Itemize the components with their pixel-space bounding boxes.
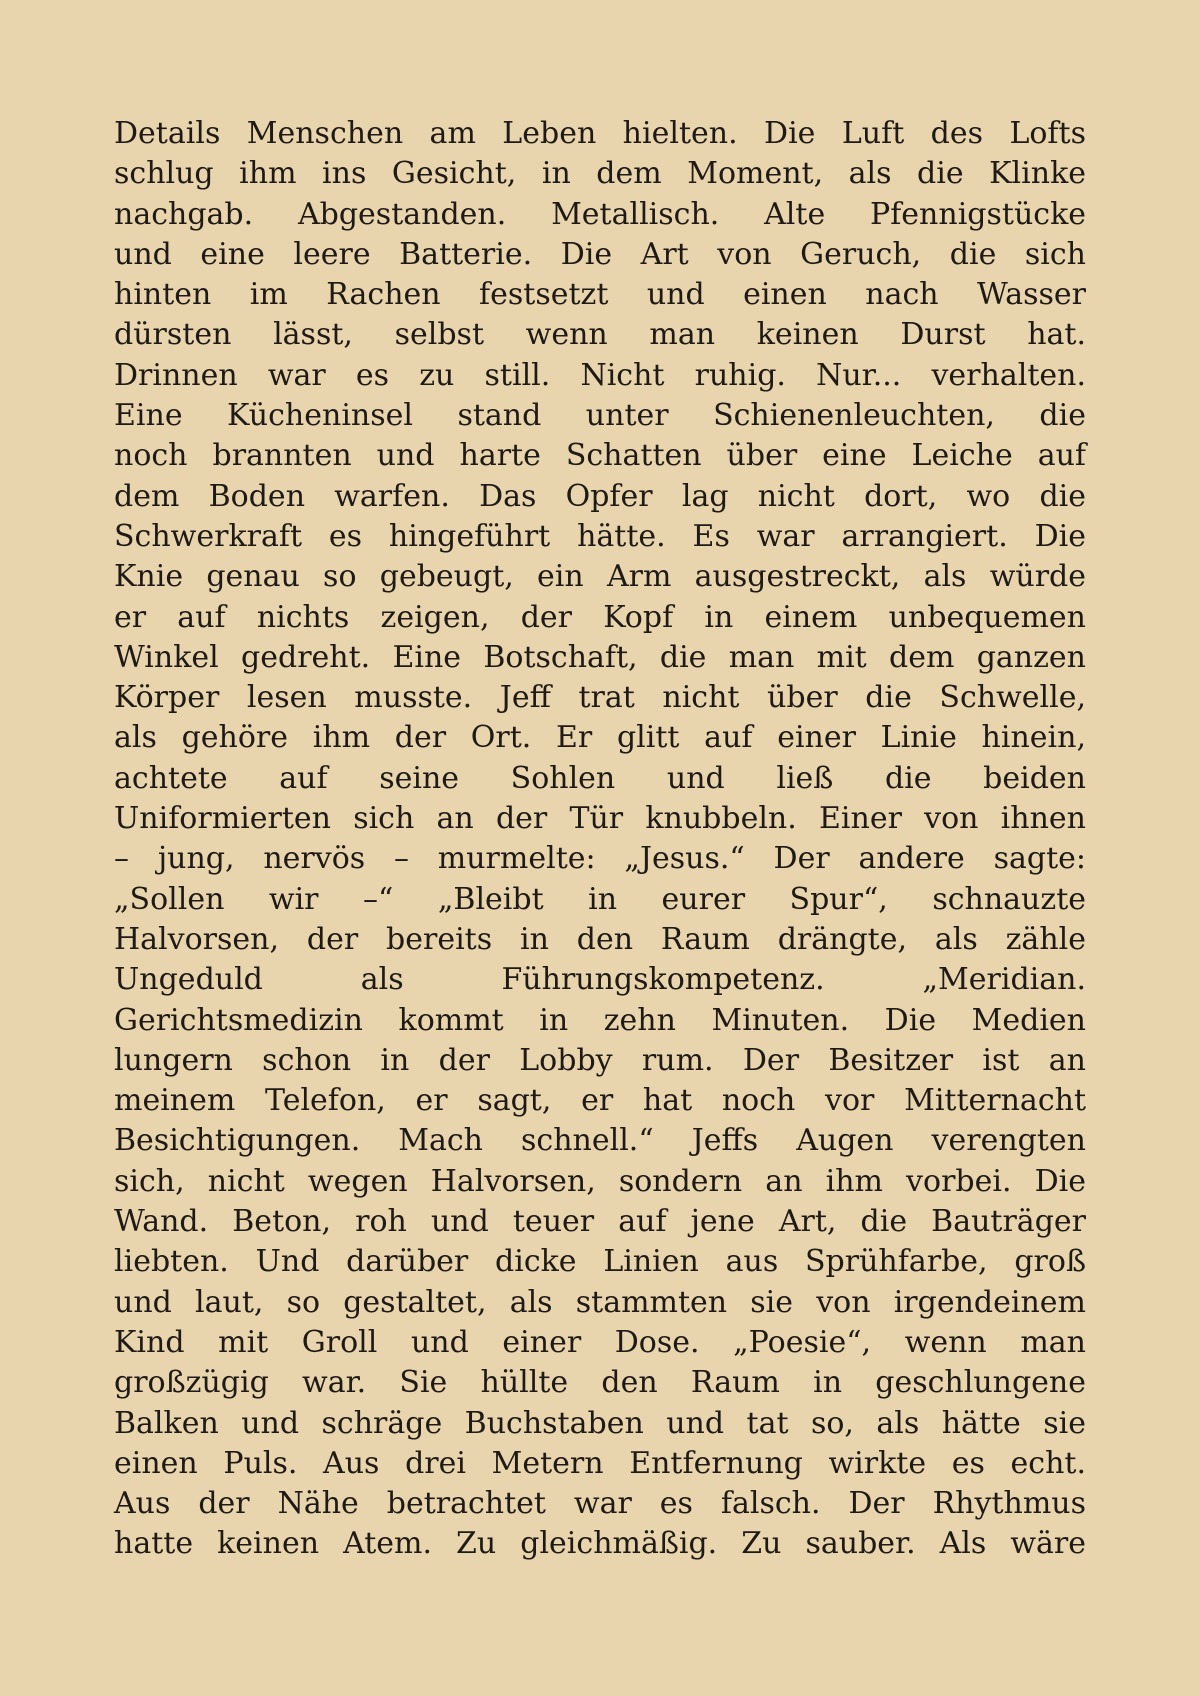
- text-line: sich, nicht wegen Halvorsen, sondern an ihm vorbei. Die: [114, 1163, 1086, 1199]
- text-line: Halvorsen, der bereits in den Raum drängte, als zähle: [114, 921, 1086, 957]
- text-line: Kind mit Groll und einer Dose. „Poesie“, wenn man: [114, 1324, 1086, 1360]
- text-line: Körper lesen musste. Jeff trat nicht über die Schwelle,: [114, 680, 1086, 716]
- text-line: nachgab. Abgestanden. Metallisch. Alte Pfennigstücke: [114, 196, 1086, 232]
- text-line: Drinnen war es zu still. Nicht ruhig. Nur... verhalten.: [114, 357, 1086, 393]
- text-line: Eine Kücheninsel stand unter Schienenleuchten, die: [114, 398, 1086, 434]
- text-line: Aus der Nähe betrachtet war es falsch. Der Rhythmus: [114, 1486, 1086, 1522]
- text-line: Gerichtsmedizin kommt in zehn Minuten. Die Medien: [114, 1002, 1086, 1038]
- text-line: dem Boden warfen. Das Opfer lag nicht dort, wo die: [114, 478, 1086, 514]
- body-text: [114, 114, 1086, 1565]
- text-line: Ungeduld als Führungskompetenz. „Meridian.: [114, 962, 1086, 998]
- text-line: und laut, so gestaltet, als stammten sie von irgendeinem: [114, 1284, 1086, 1320]
- text-line: großzügig war. Sie hüllte den Raum in geschlungene: [114, 1365, 1086, 1401]
- text-line: Balken und schräge Buchstaben und tat so, als hätte sie: [114, 1405, 1086, 1441]
- text-line: Knie genau so gebeugt, ein Arm ausgestreckt, als würde: [114, 559, 1086, 595]
- text-line: liebten. Und darüber dicke Linien aus Sprühfarbe, groß: [114, 1244, 1086, 1280]
- text-line: dürsten lässt, selbst wenn man keinen Durst hat.: [114, 317, 1086, 353]
- text-line: Wand. Beton, roh und teuer auf jene Art, die Bauträger: [114, 1204, 1086, 1240]
- text-line: noch brannten und harte Schatten über eine Leiche auf: [114, 438, 1086, 474]
- text-line: hatte keinen Atem. Zu gleichmäßig. Zu sauber. Als wäre: [114, 1526, 1086, 1562]
- text-line: als gehöre ihm der Ort. Er glitt auf einer Linie hinein,: [114, 720, 1086, 756]
- text-line: Schwerkraft es hingeführt hätte. Es war arrangiert. Die: [114, 518, 1086, 554]
- text-line: er auf nichts zeigen, der Kopf in einem unbequemen: [114, 599, 1086, 635]
- text-line: Winkel gedreht. Eine Botschaft, die man mit dem ganzen: [114, 639, 1086, 675]
- text-line: Details Menschen am Leben hielten. Die Luft des Lofts: [114, 116, 1086, 151]
- text-line: einen Puls. Aus drei Metern Entfernung wirkte es echt.: [114, 1445, 1086, 1481]
- text-line: lungern schon in der Lobby rum. Der Besitzer ist an: [114, 1042, 1086, 1078]
- text-line: hinten im Rachen festsetzt und einen nach Wasser: [114, 277, 1086, 313]
- text-line: „Sollen wir –“ „Bleibt in eurer Spur“, schnauzte: [114, 881, 1086, 917]
- text-line: Besichtigungen. Mach schnell.“ Jeffs Augen verengten: [114, 1123, 1086, 1159]
- text-line: meinem Telefon, er sagt, er hat noch vor Mitternacht: [114, 1083, 1086, 1119]
- text-line: achtete auf seine Sohlen und ließ die beiden: [114, 760, 1086, 796]
- text-line: Uniformierten sich an der Tür knubbeln. Einer von ihnen: [114, 801, 1086, 837]
- text-line: und eine leere Batterie. Die Art von Geruch, die sich: [114, 236, 1086, 272]
- text-line: – jung, nervös – murmelte: „Jesus.“ Der andere sagte:: [114, 841, 1086, 877]
- text-line: schlug ihm ins Gesicht, in dem Moment, als die Klinke: [114, 156, 1086, 192]
